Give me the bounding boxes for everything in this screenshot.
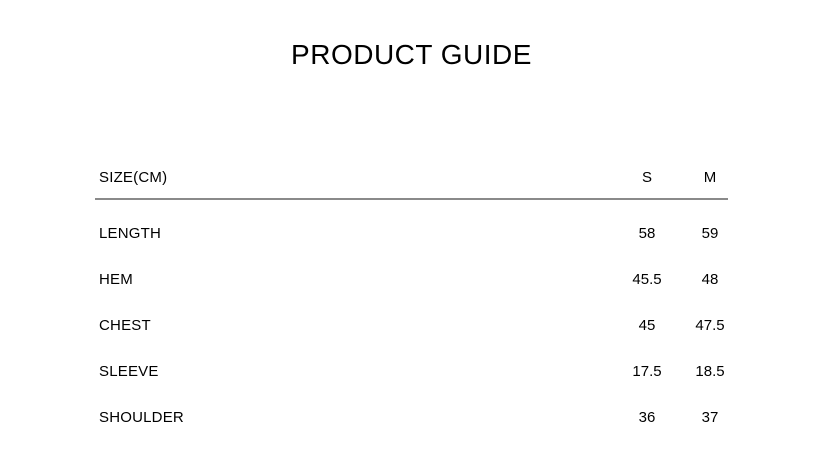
table-row-chest xyxy=(95,302,728,348)
size-unit-header: SIZE(CM) xyxy=(99,168,168,186)
measurement-label: LENGTH xyxy=(99,224,162,242)
measurement-label: SLEEVE xyxy=(99,362,159,380)
column-header-size-s: S xyxy=(641,168,652,186)
size-s-value: 45.5 xyxy=(632,270,662,288)
table-row-length xyxy=(95,210,728,256)
size-s-value: 58 xyxy=(638,224,656,242)
size-m-value: 18.5 xyxy=(695,362,725,380)
column-header-size-m: M xyxy=(703,168,717,186)
table-row-shoulder xyxy=(95,394,728,440)
table-body xyxy=(95,200,728,440)
measurement-label: SHOULDER xyxy=(99,408,184,426)
size-s-value: 17.5 xyxy=(632,362,662,380)
table-row-sleeve xyxy=(95,348,728,394)
measurement-label: HEM xyxy=(99,270,133,288)
size-s-value: 45 xyxy=(638,316,656,334)
size-m-value: 47.5 xyxy=(695,316,725,334)
size-s-value: 36 xyxy=(638,408,656,426)
measurement-label: CHEST xyxy=(99,316,151,334)
table-row-hem xyxy=(95,256,728,302)
table-header-row xyxy=(95,156,728,200)
page-title: PRODUCT GUIDE xyxy=(291,39,532,70)
size-m-value: 37 xyxy=(701,408,719,426)
size-m-value: 59 xyxy=(701,224,719,242)
size-table xyxy=(95,156,728,440)
product-guide-section xyxy=(95,38,728,440)
size-m-value: 48 xyxy=(701,270,719,288)
